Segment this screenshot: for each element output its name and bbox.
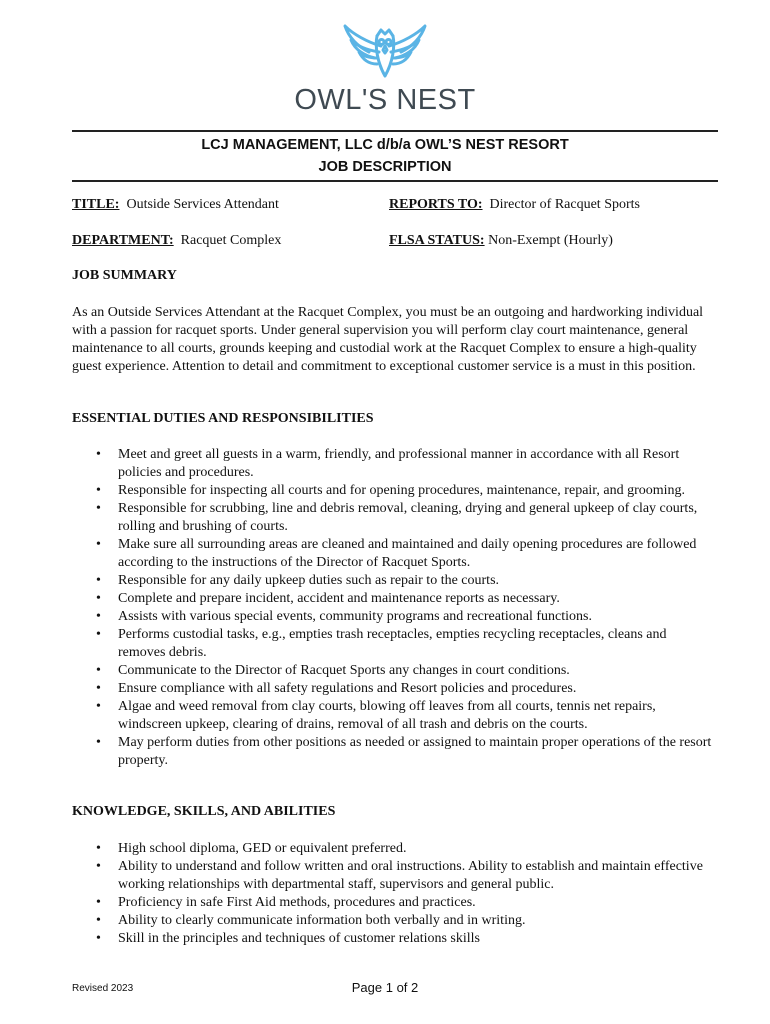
reports-to-label: REPORTS TO: bbox=[389, 197, 483, 212]
list-item: • Assists with various special events, community programs and recreational functions. bbox=[72, 608, 712, 626]
list-item: • Communicate to the Director of Racquet Sports any changes in court conditions. bbox=[72, 662, 712, 680]
list-item: • Skill in the principles and techniques of customer relations skills bbox=[72, 930, 712, 948]
list-item: • Meet and greet all guests in a warm, friendly, and professional manner in accordance with all Resort policies and procedures. bbox=[72, 446, 712, 482]
logo bbox=[0, 22, 770, 82]
page-number: Page 1 of 2 bbox=[351, 980, 419, 995]
list-item: • May perform duties from other positions as needed or assigned to maintain proper operations of the resort property. bbox=[72, 734, 712, 770]
document-title: JOB DESCRIPTION bbox=[318, 159, 452, 175]
duties-list bbox=[72, 446, 712, 770]
list-item: • Algae and weed removal from clay courts, blowing off leaves from all courts, tennis net repairs, windscreen upkeep, clearing of drains, removal of all trash and debris on the courts. bbox=[72, 698, 712, 734]
flsa-status-label: FLSA STATUS: bbox=[389, 233, 485, 248]
department-field bbox=[72, 233, 281, 249]
header-rule-bottom bbox=[72, 180, 718, 182]
title-label: TITLE: bbox=[72, 197, 120, 212]
list-item: • Complete and prepare incident, accident and maintenance reports as necessary. bbox=[72, 590, 712, 608]
list-item: • Responsible for scrubbing, line and debris removal, cleaning, drying and general upkeep of clay courts, rolling and brushing of courts. bbox=[72, 500, 712, 536]
list-item: • High school diploma, GED or equivalent preferred. bbox=[72, 840, 712, 858]
reports-to-value: Director of Racquet Sports bbox=[489, 197, 640, 212]
list-item: • Ability to understand and follow written and oral instructions. Ability to establish and maintain effective working relationships with departmental staff, supervisors and general public. bbox=[72, 858, 712, 894]
revised-date: Revised 2023 bbox=[72, 983, 134, 994]
header-rule-top bbox=[72, 130, 718, 132]
title-value: Outside Services Attendant bbox=[126, 197, 279, 212]
list-item: • Performs custodial tasks, e.g., empties trash receptacles, empties recycling receptacles, cleans and removes debris. bbox=[72, 626, 712, 662]
list-item: • Ensure compliance with all safety regulations and Resort policies and procedures. bbox=[72, 680, 712, 698]
department-value: Racquet Complex bbox=[180, 233, 282, 248]
owl-logo-icon bbox=[323, 22, 447, 82]
list-item: • Ability to clearly communicate information both verbally and in writing. bbox=[72, 912, 712, 930]
duties-heading: ESSENTIAL DUTIES AND RESPONSIBILITIES bbox=[72, 411, 374, 426]
flsa-status-field bbox=[389, 233, 613, 249]
job-summary-text: As an Outside Services Attendant at the Racquet Complex, you must be an outgoing and hardworking individual with a passion for racquet sports. Under general supervision you will perform clay court maintenance, general maintenance to all courts, grounds keeping and custodial work at the Racquet Complex to ensure a high-quality guest experience. Attention to detail and commitment to exceptional customer service is a must in this position. bbox=[72, 305, 704, 374]
brand-name: OWL'S NEST bbox=[294, 84, 476, 116]
department-label: DEPARTMENT: bbox=[72, 233, 174, 248]
ksa-heading: KNOWLEDGE, SKILLS, AND ABILITIES bbox=[72, 804, 336, 819]
ksa-list bbox=[72, 840, 712, 948]
list-item: • Responsible for inspecting all courts and for opening procedures, maintenance, repair, and grooming. bbox=[72, 482, 712, 500]
company-title: LCJ MANAGEMENT, LLC d/b/a OWL’S NEST RESORT bbox=[201, 137, 569, 153]
job-summary-heading: JOB SUMMARY bbox=[72, 268, 177, 283]
list-item: • Proficiency in safe First Aid methods, procedures and practices. bbox=[72, 894, 712, 912]
list-item: • Make sure all surrounding areas are cleaned and maintained and daily opening procedures are followed according to the instructions of the Director of Racquet Sports. bbox=[72, 536, 712, 572]
reports-to-field bbox=[389, 197, 640, 213]
title-field bbox=[72, 197, 279, 213]
flsa-status-value: Non-Exempt (Hourly) bbox=[488, 233, 613, 248]
list-item: • Responsible for any daily upkeep duties such as repair to the courts. bbox=[72, 572, 712, 590]
